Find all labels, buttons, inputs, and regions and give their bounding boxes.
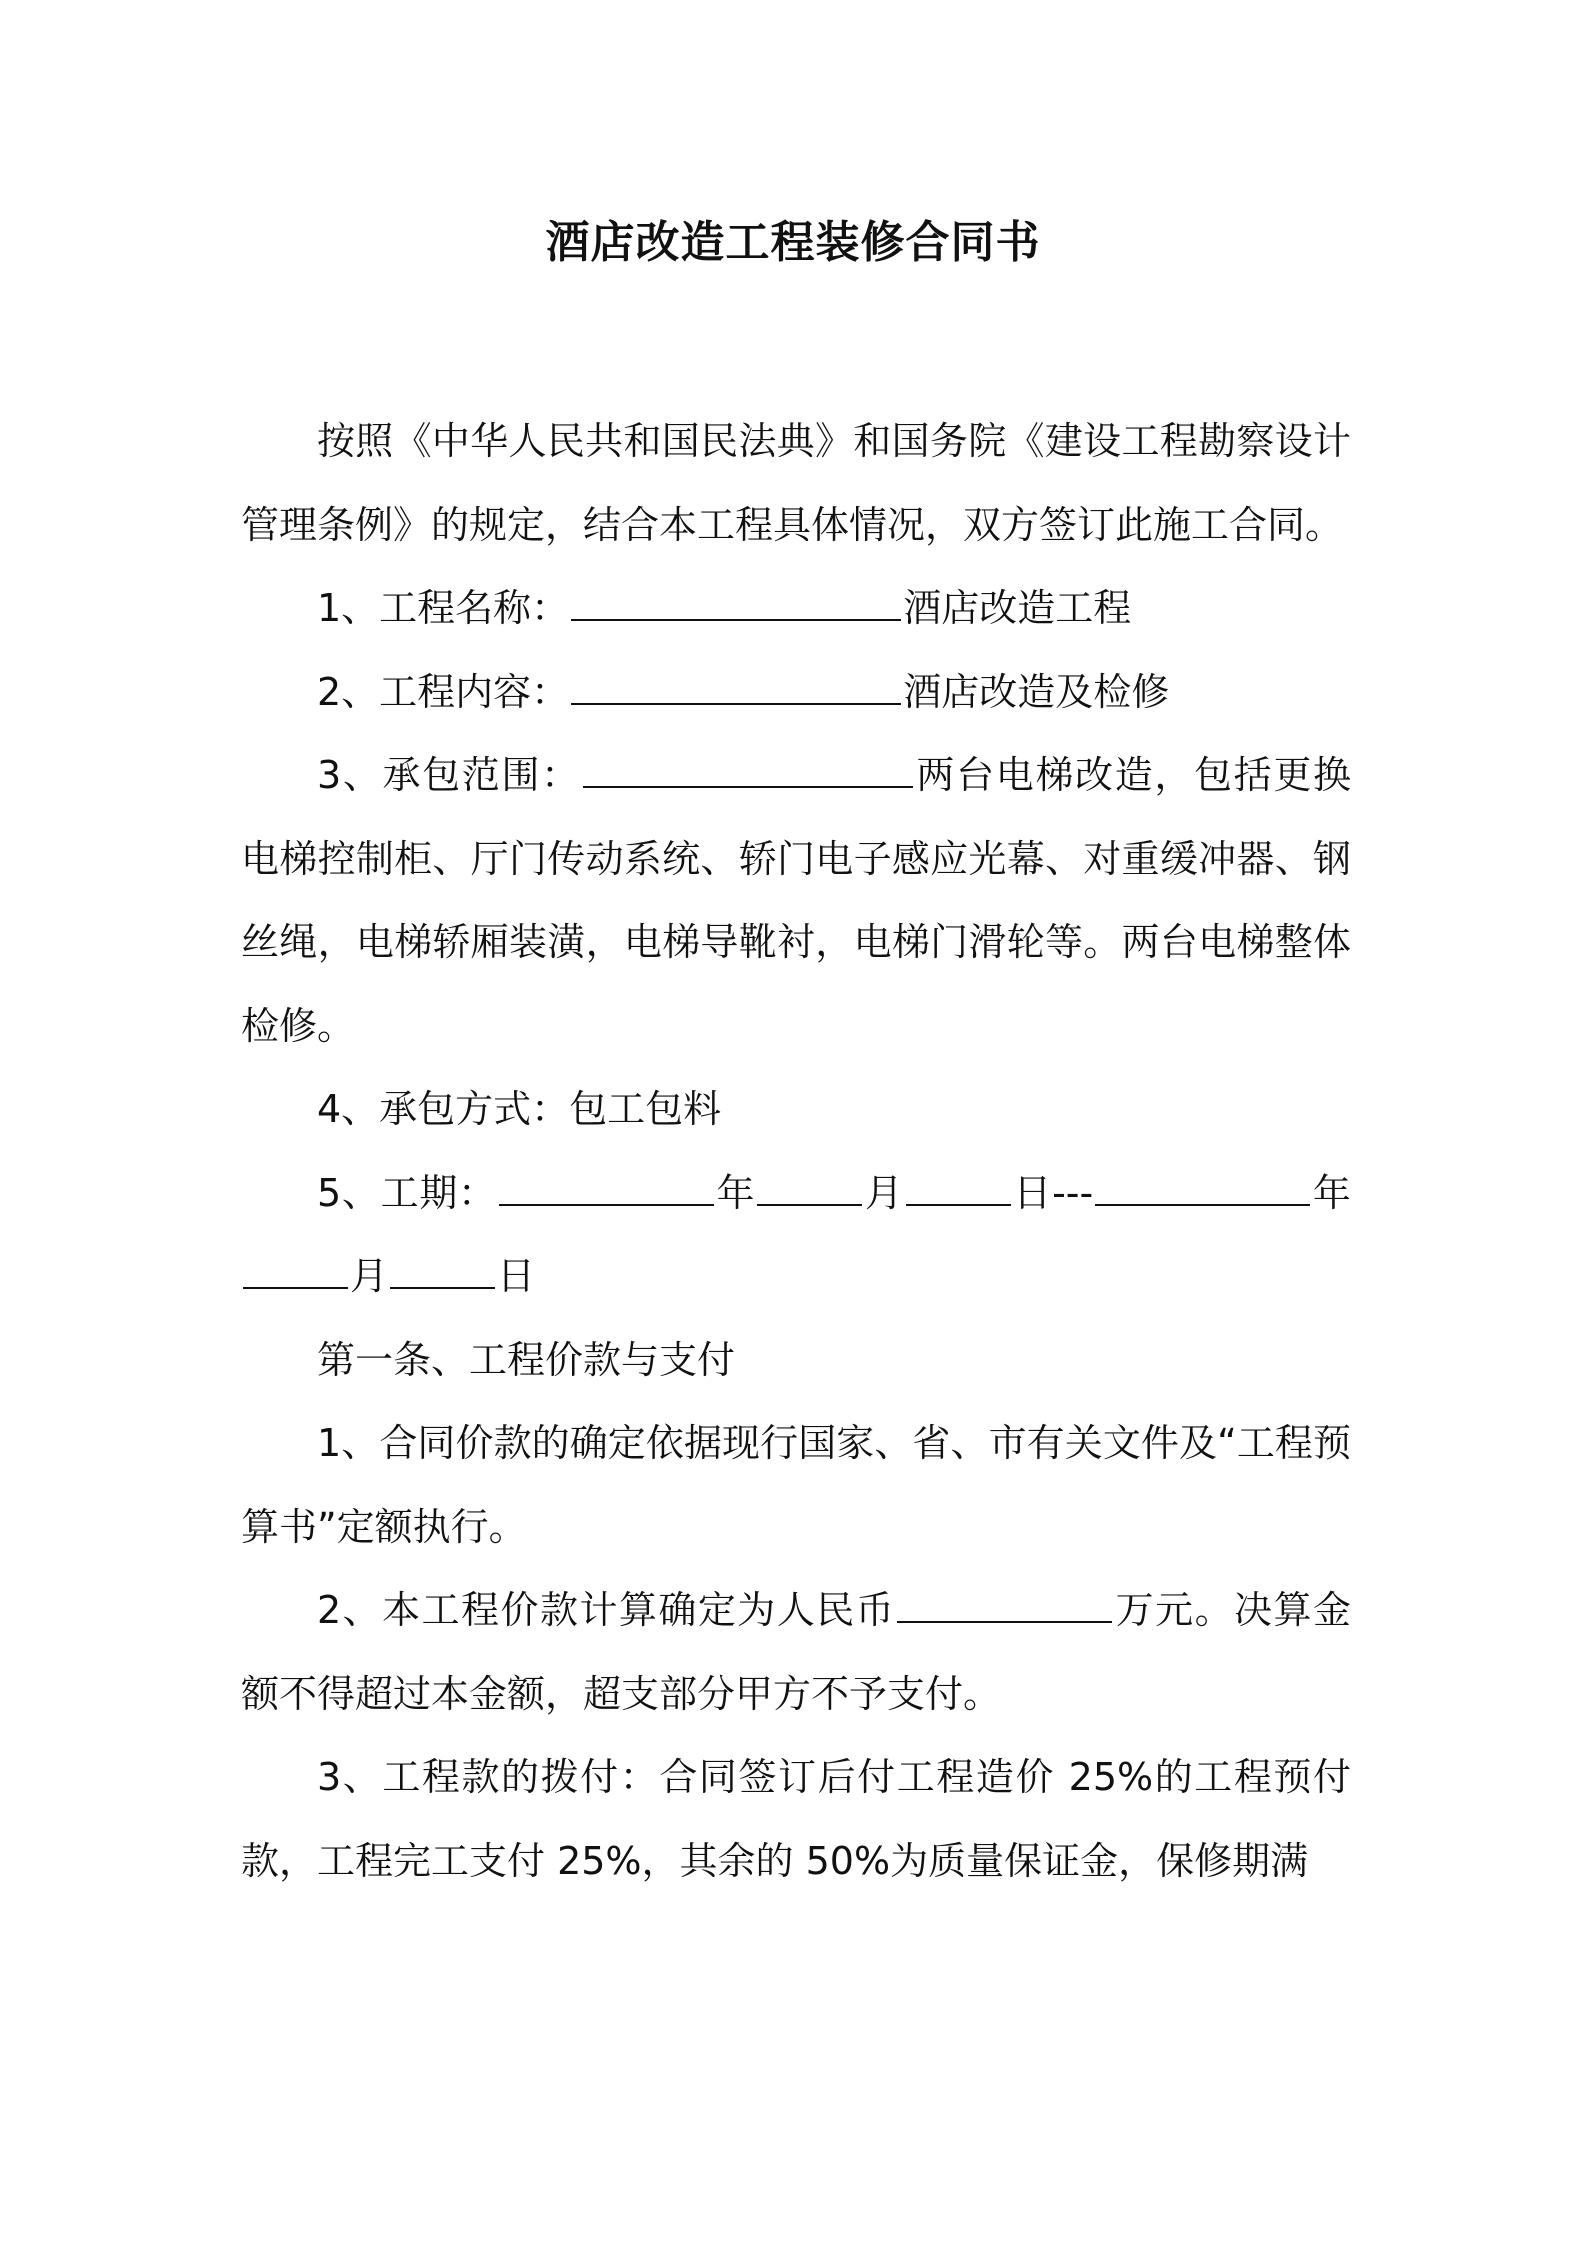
item-contract-scope-value: 两台电梯改造，包括更换电梯控制柜、厅门传动系统、轿门电子感应光幕、对重缓冲器、钢丝绳，电梯轿厢装潢，电梯导靴衬，电梯门滑轮等。两台电梯整体检修。	[241, 753, 1351, 1048]
blank-line	[499, 1166, 714, 1206]
day-label: 日	[497, 1254, 536, 1298]
clause-price-amount	[241, 1569, 1351, 1736]
day-label: 日	[1012, 1170, 1053, 1215]
blank-line	[757, 1166, 862, 1206]
item-construction-period	[241, 1152, 1351, 1319]
intro-paragraph: 按照《中华人民共和国民法典》和国务院《建设工程勘察设计管理条例》的规定，结合本工程具体情况，双方签订此施工合同。	[241, 419, 1351, 547]
blank-line	[571, 581, 901, 621]
item-period-label: 5、工期：	[317, 1170, 497, 1215]
month-label: 月	[350, 1254, 389, 1298]
blank-line	[906, 1166, 1011, 1206]
document-title: 酒店改造工程装修合同书	[545, 217, 1041, 268]
blank-line	[243, 1249, 348, 1289]
item-project-content-label: 2、工程内容：	[317, 669, 570, 714]
range-dash: ---	[1052, 1170, 1094, 1215]
year-label: 年	[715, 1170, 756, 1215]
item-project-name	[241, 567, 1351, 651]
item-project-content	[241, 651, 1351, 735]
clause-price-basis: 1、合同价款的确定依据现行国家、省、市有关文件及“工程预算书”定额执行。	[241, 1421, 1351, 1549]
item-project-content-value: 酒店改造及检修	[903, 669, 1170, 714]
blank-line	[1095, 1166, 1310, 1206]
clause-price-amount-suffix: 万元。决算金额不得超过本金额，超支部分甲方不予支付。	[241, 1588, 1351, 1716]
item-contract-scope-label: 3、承包范围：	[317, 753, 581, 797]
blank-line	[897, 1583, 1112, 1623]
clause-payment: 3、工程款的拨付：合同签订后付工程造价 25%的工程预付款，工程完工支付 25%，其余的 50%为质量保证金，保修期满	[241, 1755, 1351, 1883]
item-contract-scope	[241, 734, 1351, 1068]
article-heading: 第一条、工程价款与支付	[317, 1337, 736, 1382]
item-contract-method: 4、承包方式：包工包料	[317, 1087, 722, 1131]
item-project-name-value: 酒店改造工程	[903, 586, 1132, 630]
blank-line	[571, 665, 901, 705]
month-label: 月	[864, 1170, 904, 1215]
clause-price-amount-prefix: 2、本工程价款计算确定为人民币	[317, 1588, 896, 1632]
blank-line	[390, 1249, 495, 1289]
year-label: 年	[1312, 1170, 1351, 1215]
item-project-name-label: 1、工程名称：	[317, 586, 570, 630]
document-body	[241, 400, 1351, 1903]
blank-line	[583, 748, 913, 788]
